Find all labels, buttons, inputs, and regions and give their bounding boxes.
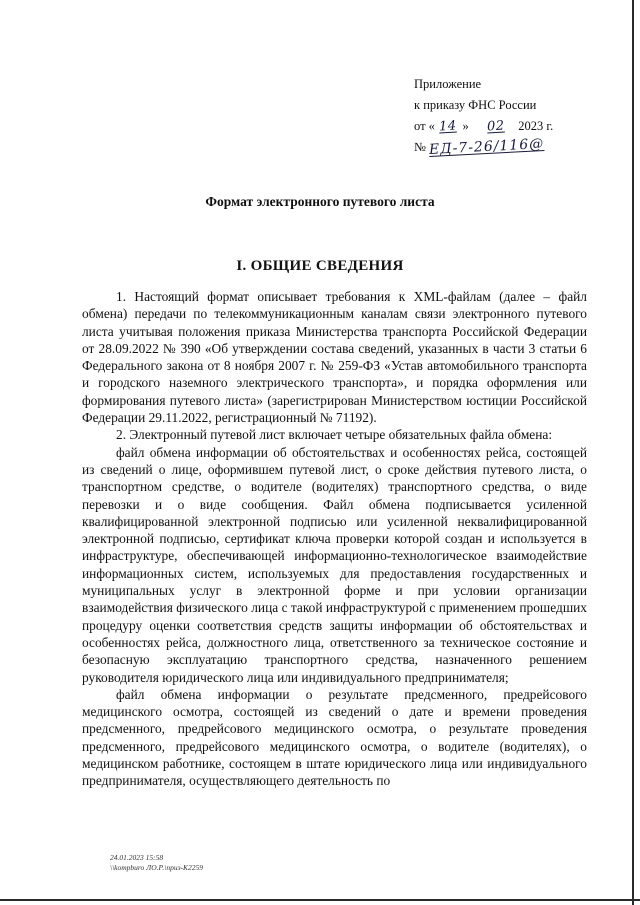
appendix-label: Приложение — [414, 77, 482, 91]
date-month-handwritten: 02 — [486, 118, 505, 135]
appendix-number — [414, 137, 614, 158]
number-prefix: № — [414, 140, 426, 154]
appendix-block — [414, 74, 614, 158]
order-number-handwritten: ЕД-7-26/116@ — [428, 135, 545, 159]
footer-timestamp: 24.01.2023 15:58 — [110, 853, 164, 862]
appendix-order-ref: к приказу ФНС России — [414, 98, 537, 112]
footer-stamp — [110, 853, 203, 873]
date-year: 2023 г. — [518, 119, 554, 133]
paragraph: файл обмена информации о результате предсменного, предрейсового медицинского осмотра, состоящей из сведений о дате и времени проведения предсменного, предрейсового медицинского осмотра, о результате проведения предсменного, предрейсового медицинского осмотра, о водителе (водителях), о медицинском работнике, состоящем в штате юридического лица или индивидуального предпринимателя, осуществляющего деятельность по — [82, 686, 587, 789]
document-body — [82, 288, 587, 790]
paragraph: файл обмена информации об обстоятельствах и особенностях рейса, состоящей из сведений о лице, оформившем путевой лист, о сроке действия путевого листа, о транспортном средстве, о водителе (водителях) транспортного средства, о виде перевозки и о виде сообщения. Файл обмена подписывается усиленной квалифицированной электронной подписью или усиленной неквалифицированной электронной подписью, сертификат ключа проверки которой создан и используется в инфраструктуре, обеспечивающей информационно-технологическое взаимодействие информационных систем, используемых для предоставления государственных и муниципальных услуг в электронной форме и при условии организации взаимодействия физического лица с такой инфраструктурой с применением прошедших процедуру оценки соответствия средств защиты информации об обстоятельствах и особенностях рейса, должностного лица, ответственного за техническое состояние и безопасную эксплуатацию транспортного средства, назначенного решением руководителя юридического лица или индивидуального предпринимателя; — [82, 444, 587, 685]
scan-edge-right — [632, 0, 634, 905]
date-prefix: от « — [414, 119, 435, 133]
date-day-handwritten: 14 — [438, 118, 457, 135]
footer-file-path: \\kompburo ЛО.Р.\приз-К2259 — [110, 863, 203, 872]
paragraph: 1. Настоящий формат описывает требования к XML-файлам (далее – файл обмена) передачи по телекоммуникационным каналам связи электронного путевого листа учитывая положения приказа Министерства транспорта Российской Федерации от 28.09.2022 № 390 «Об утверждении состава сведений, указанных в части 3 статьи 6 Федерального закона от 8 ноября 2007 г. № 259-ФЗ «Устав автомобильного транспорта и городского наземного электрического транспорта», и порядка оформления или формирования путевого листа» (зарегистрирован Министерством юстиции Российской Федерации 29.11.2022, регистрационный № 71192). — [82, 289, 587, 426]
document-title: Формат электронного путевого листа — [205, 194, 435, 209]
appendix-date — [414, 116, 614, 137]
date-mid: » — [462, 119, 469, 133]
paragraph: 2. Электронный путевой лист включает четыре обязательных файла обмена: — [116, 427, 553, 443]
scan-edge-bottom — [0, 899, 640, 901]
section-title: I. ОБЩИЕ СВЕДЕНИЯ — [236, 258, 404, 274]
